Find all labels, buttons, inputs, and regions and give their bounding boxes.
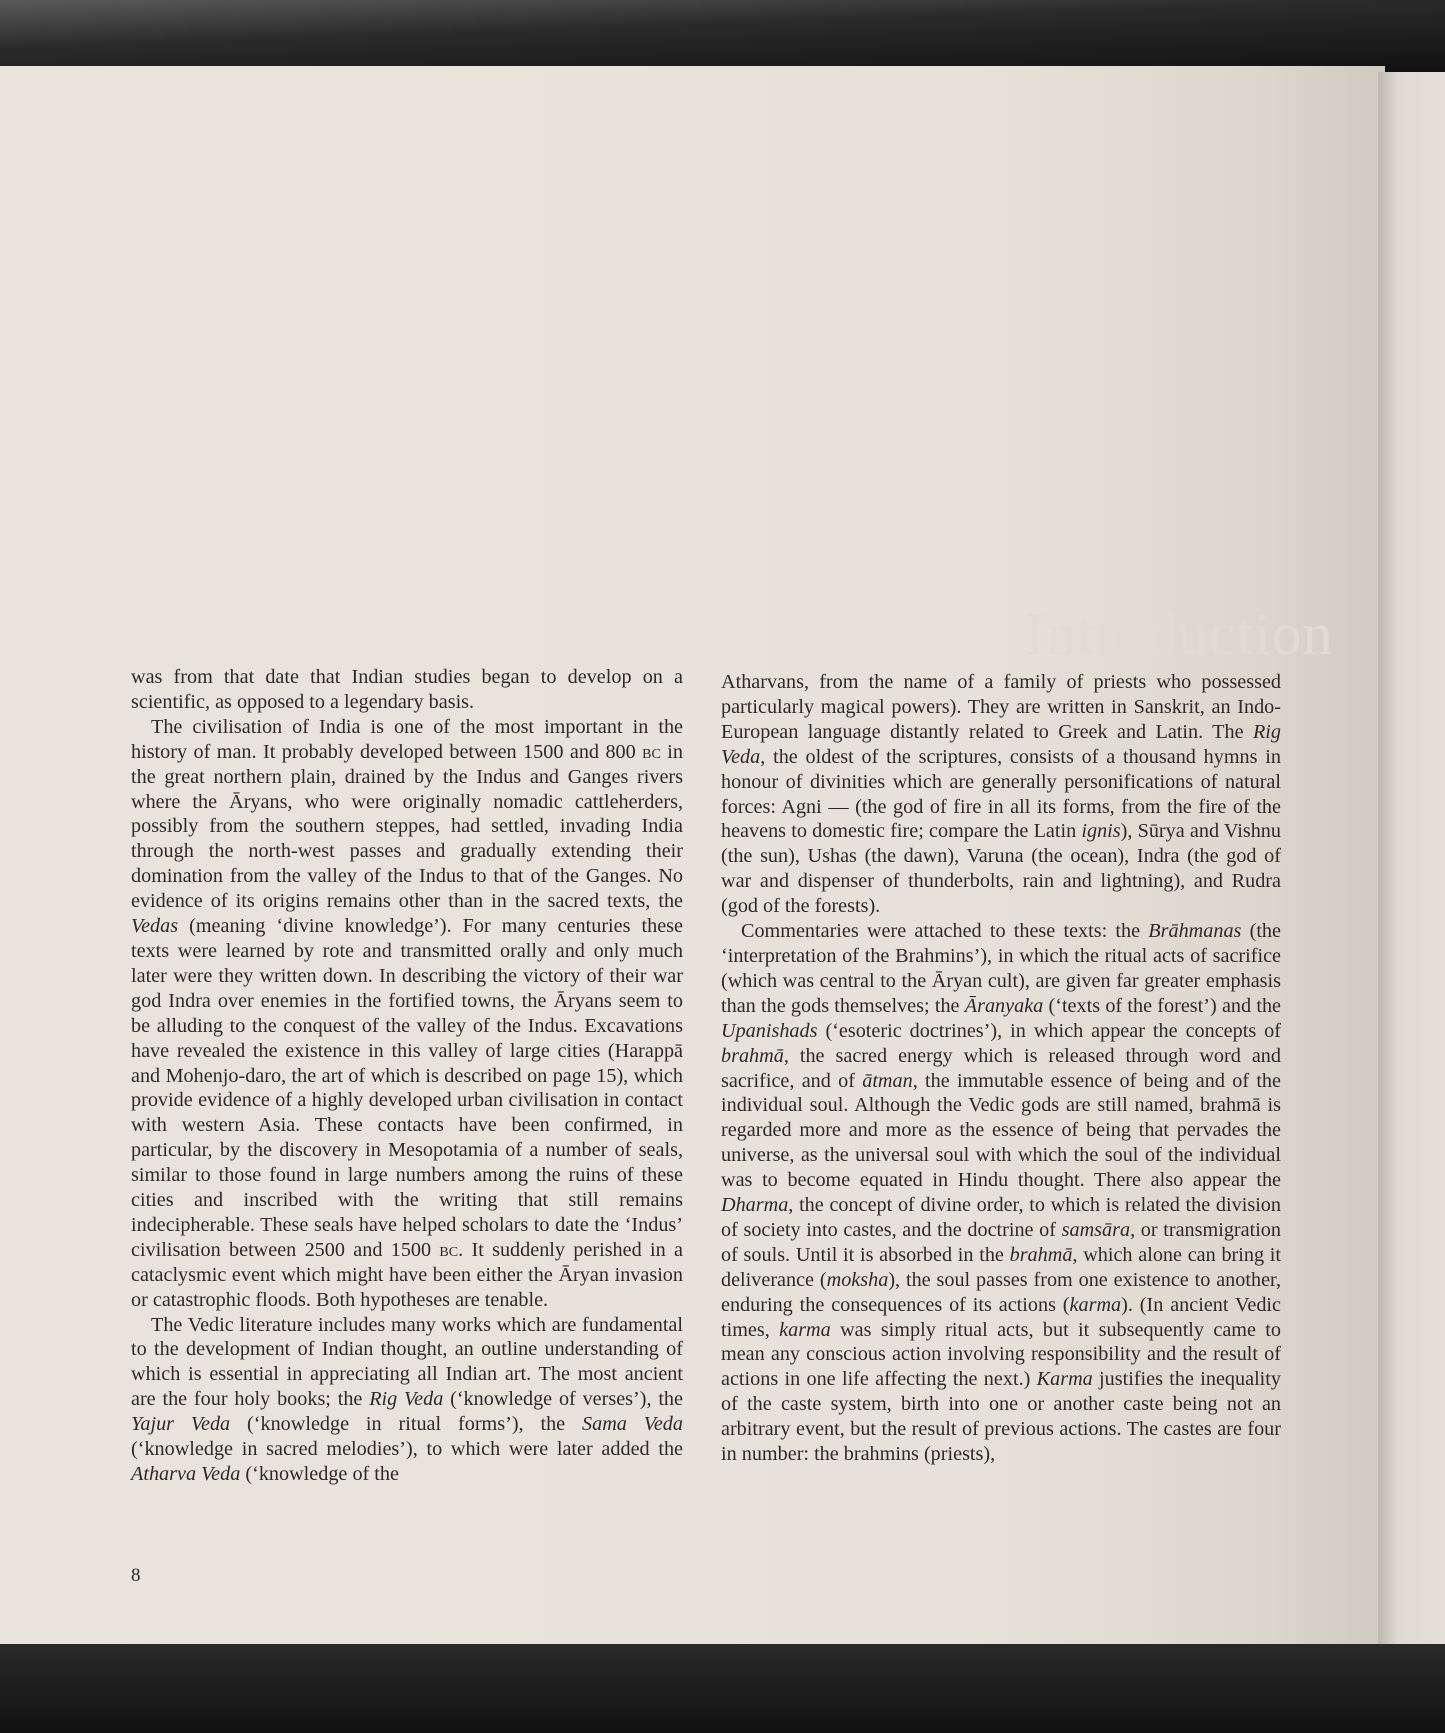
italic-term: karma [1069, 1293, 1122, 1316]
text-run: in the great northern plain, drained by the Indus and Ganges rivers where the Āryans, who were originally nomadic cattleherders, possibly from the southern steppes, had settled, invading India through the north-west passes and gradually extending their domination from the valley of the Indus to that of the Ganges. No evidence of its origins remains other than in the sacred texts, the [131, 740, 683, 913]
book-top-edge [0, 0, 1445, 72]
text-run: . It suddenly perished in a cataclysmic event which might have been either the Āryan invasion or catastrophic floods. Both hypotheses are tenable. [131, 1238, 683, 1311]
text-run: ). (In ancient Vedic times, [721, 1293, 1281, 1341]
italic-term: ignis [1081, 820, 1121, 843]
paragraph [131, 1313, 683, 1487]
paragraph [721, 670, 1281, 919]
text-run: , or transmigration of souls. Until it is absorbed in the [721, 1218, 1281, 1266]
text-run: (‘knowledge in sacred melodies’), to which were later added the [131, 1438, 683, 1461]
text-run: Atharvans, from the name of a family of priests who possessed particularly magical powers). They are written in Sanskrit, an Indo-European language distantly related to Greek and Latin. The [721, 671, 1281, 743]
text-run: The civilisation of India is one of the most important in the history of man. It probably developed between 1500 and 800 [131, 715, 683, 763]
italic-term: ātman [862, 1069, 913, 1092]
italic-term: Karma [1036, 1368, 1093, 1391]
ghost-heading: Introduction [1025, 601, 1334, 667]
italic-term: moksha [826, 1268, 889, 1291]
page-number: 8 [131, 1565, 141, 1586]
italic-term: Sama Veda [582, 1413, 683, 1436]
small-caps-text: bc [642, 740, 661, 763]
italic-term: brahmā [721, 1044, 784, 1067]
text-run: (the ‘interpretation of the Brahmins’), in which the ritual acts of sacrifice (which was central to the Āryan cult), are given far greater emphasis than the gods themselves; the [721, 920, 1281, 1017]
right-text-column [721, 670, 1281, 1467]
text-run: (meaning ‘divine knowledge’). For many centuries these texts were learned by rote and transmitted orally and only much later were they written down. In describing the victory of their war god Indra over enemies in the fortified towns, the Āryans seem to be alluding to the conquest of the valley of the Indus. Excavations have revealed the existence in this valley of large cities (Harappā and Mohenjo-daro, the art of which is described on page 15), which provide evidence of a highly developed urban civilisation in contact with western Asia. These contacts have been confirmed, in particular, by the discovery in Mesopotamia of a number of seals, similar to those found in large numbers among the ruins of these cities and inscribed with the writing that still remains indecipherable. These seals have helped scholars to date the ‘Indus’ civilisation between 2500 and 1500 [131, 915, 683, 1261]
text-run: ), Sūrya and Vishnu (the sun), Ushas (the dawn), Varuna (the ocean), Indra (the god of war and dispenser of thunderbolts, rain and lightning), and Rudra (god of the forests). [721, 820, 1281, 918]
text-run: (‘knowledge of verses’), the [443, 1388, 683, 1411]
text-run: justifies the inequality of the caste system, birth into one or another caste being not an arbitrary event, but the result of previous actions. The castes are four in number: the brahmins (priests), [721, 1368, 1281, 1466]
text-run: , the sacred energy which is released through word and sacrifice, and of [721, 1044, 1281, 1092]
paragraph [131, 665, 683, 715]
text-run: (‘texts of the forest’) and the [1043, 994, 1281, 1017]
text-run: ), the soul passes from one existence to another, enduring the consequences of its actions ( [721, 1268, 1281, 1316]
italic-term: Brāhmanas [1148, 920, 1242, 943]
italic-term: karma [779, 1318, 831, 1341]
left-text-column [131, 665, 683, 1487]
italic-term: Rig Veda [369, 1388, 444, 1411]
text-run: Commentaries were attached to these texts: the [741, 920, 1149, 943]
italic-term: Atharva Veda [131, 1463, 241, 1485]
text-run: (‘knowledge of the [240, 1463, 399, 1485]
text-run: (‘esoteric doctrines’), in which appear the concepts of [817, 1019, 1281, 1042]
text-run: was simply ritual acts, but it subsequently came to mean any conscious action involving responsibility and the result of actions in one life affecting the next.) [721, 1318, 1281, 1391]
italic-term: brahmā [1009, 1243, 1073, 1266]
book-bottom-edge [0, 1644, 1445, 1733]
italic-term: Upanishads [721, 1019, 818, 1042]
italic-term: Vedas [131, 915, 179, 938]
italic-term: Dharma [721, 1194, 789, 1217]
italic-term: Yajur Veda [131, 1413, 231, 1436]
paragraph [721, 919, 1281, 1467]
italic-term: Rig Veda [721, 720, 1281, 768]
facing-page-edge [1378, 72, 1445, 1648]
text-run: The Vedic literature includes many works which are fundamental to the development of Indian thought, an outline understanding of which is essential in appreciating all Indian art. The most ancient are the four holy books; the [131, 1313, 683, 1411]
italic-term: Āranyaka [964, 994, 1044, 1017]
text-run: (‘knowledge in ritual forms’), the [230, 1413, 583, 1436]
text-run: , the immutable essence of being and of the individual soul. Although the Vedic gods are still named, brahmā is regarded more and more as the essence of being that pervades the universe, as the universal soul with which the soul of the individual was to become equated in Hindu thought. There also appear the [721, 1069, 1281, 1192]
text-run: was from that date that Indian studies began to develop on a scientific, as opposed to a legendary basis. [131, 666, 683, 713]
italic-term: samsāra [1061, 1218, 1131, 1241]
paragraph [131, 715, 683, 1313]
text-run: , the concept of divine order, to which is related the division of society into castes, and the doctrine of [721, 1194, 1281, 1241]
text-run: , the oldest of the scriptures, consists of a thousand hymns in honour of divinities which are generally personifications of natural forces: Agni — (the god of fire in all its forms, from the fire of the heavens to domestic fire; compare the Latin [721, 745, 1281, 843]
text-run: , which alone can bring it deliverance ( [721, 1243, 1281, 1291]
small-caps-text: bc [439, 1238, 459, 1261]
